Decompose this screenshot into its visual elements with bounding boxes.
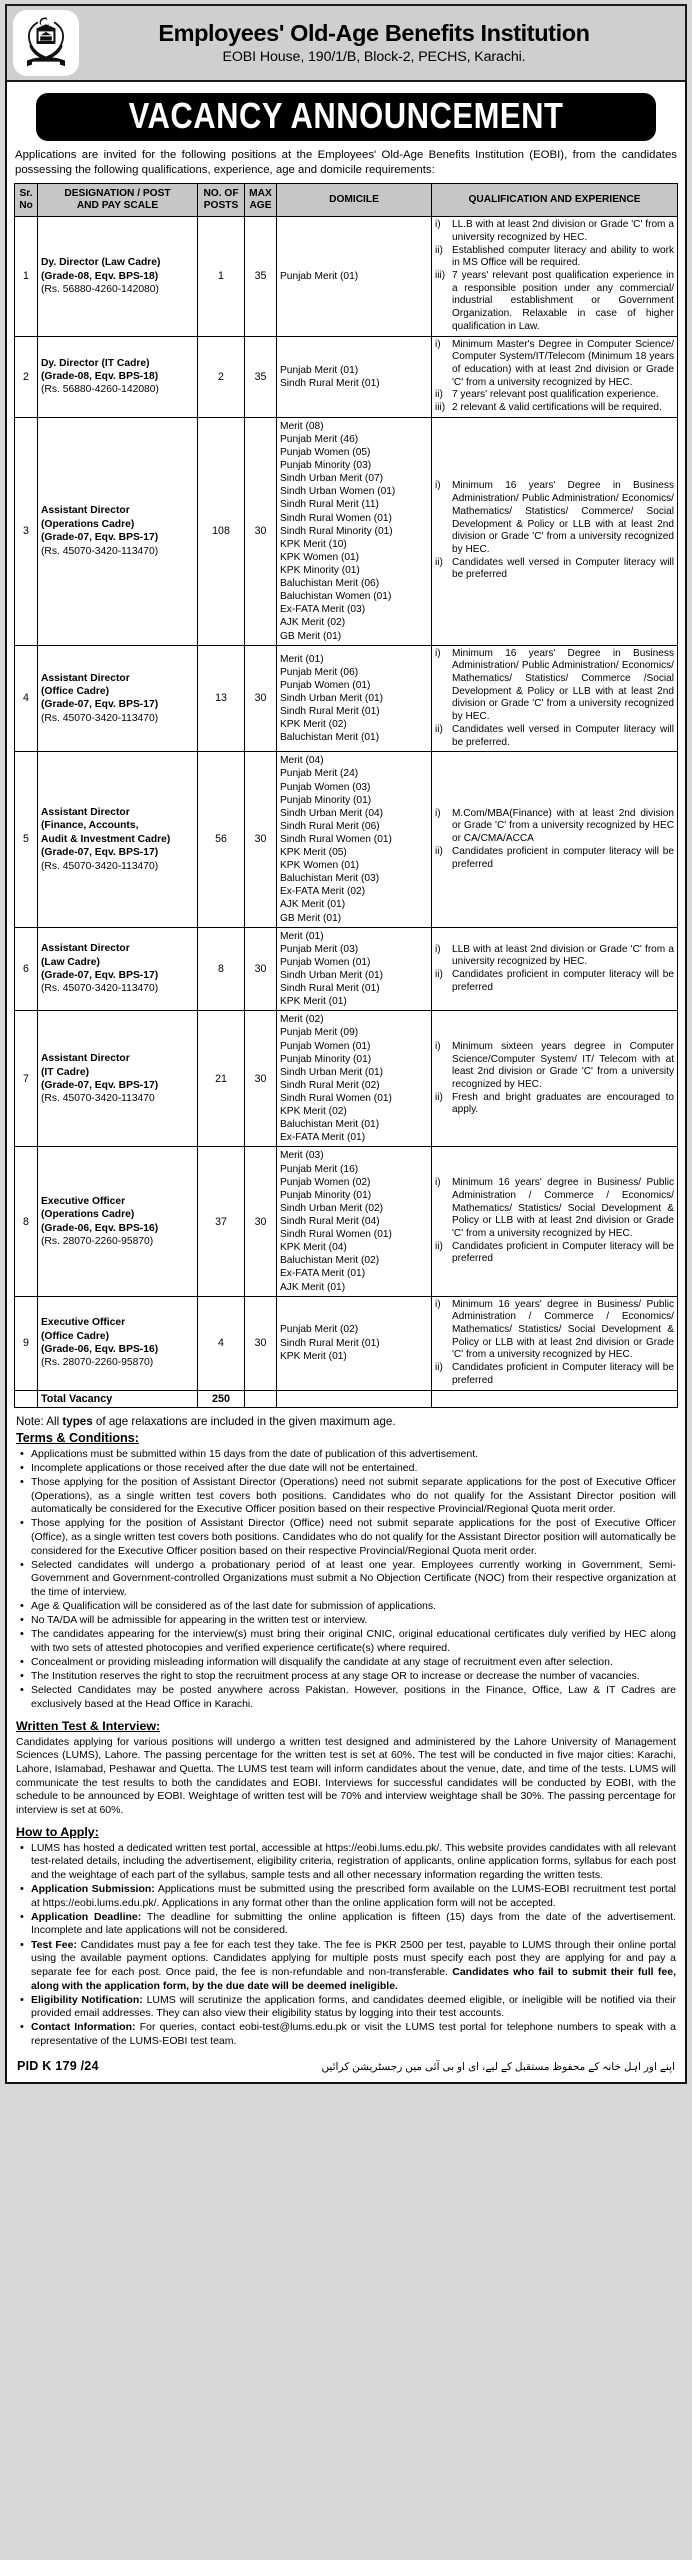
cell-qualification [432, 927, 678, 1011]
cell-domicile: Punjab Merit (01) Sindh Rural Merit (01) [277, 336, 432, 417]
qualification-marker: ii) [435, 556, 443, 568]
how-to-apply-heading: How to Apply: [16, 1824, 99, 1839]
qualification-marker: ii) [435, 244, 443, 256]
qualification-marker: i) [435, 338, 441, 350]
cell-max-age: 35 [245, 217, 277, 336]
banner-title: VACANCY ANNOUNCEMENT [128, 94, 564, 137]
terms-item: • Concealment or providing misleading information will disqualify the candidate at any stage of recruitment even after selection. [16, 1656, 678, 1670]
cell-no-of-posts: 108 [198, 417, 245, 645]
organization-name: Employees' Old-Age Benefits Institution [158, 20, 590, 47]
cell-max-age: 30 [245, 1296, 277, 1390]
cell-max-age: 30 [245, 645, 277, 752]
how-to-apply-item-label: Contact Information: [31, 2021, 136, 2034]
qualification-marker: i) [435, 480, 441, 492]
cell-qualification [432, 1011, 678, 1147]
content-sheet [5, 82, 687, 2084]
terms-item: • Those applying for the position of Assistant Director (Operations) need not submit separate applications for the post of Executive Officer (Operations), as a single written test covers both positions. Candidates who do not qualify for the Assistant Director position will automatically be considered for the Executive Officer position based on their respective Provincial/Regional Quota merit order. [16, 1476, 678, 1517]
qualification-item: ii) Candidates proficient in computer literacy will be preferred [435, 969, 674, 993]
how-to-apply-item: • Eligibility Notification: LUMS will scrutinize the application forms, and candidates deemed eligible, or ineligible will be notified via their provided email addresses. They can also view their eligibility status by logging into their test accounts. [16, 1994, 678, 2021]
how-to-apply-item-label: Eligibility Notification: [31, 1993, 143, 2006]
qualification-item: ii) Candidates proficient in Computer literacy will be preferred [435, 1362, 674, 1386]
cell-max-age: 30 [245, 417, 277, 645]
how-to-apply-item: • Application Submission: Applications must be submitted using the prescribed form available on the LUMS-EOBI recruitment test portal at https://eobi.lums.edu.pk/. Applications in any format other than the online application form will not be accepted. [16, 1883, 678, 1910]
qualification-item: i) M.Com/MBA(Finance) with at least 2nd division or Grade 'C' from a university recognized by HEC or CA/CMA/ACCA [435, 807, 674, 845]
table-header-row [15, 184, 678, 217]
qualification-marker: i) [435, 807, 441, 819]
cell-qualification [432, 1147, 678, 1296]
qualification-marker: iii) [435, 402, 446, 414]
col-header-sr-line2: No [19, 200, 33, 212]
cell-domicile: Merit (02) Punjab Merit (09) Punjab Women (01) Punjab Minority (01) Sindh Urban Merit (01) Sindh Rural Merit (02) Sindh Rural Women (01) KPK Merit (02) Baluchistan Merit (01) Ex-FATA Merit (01) [277, 1011, 432, 1147]
how-to-apply-item-label: Application Submission: [31, 1883, 155, 1896]
cell-designation: Assistant Director (Finance, Accounts, Audit & Investment Cadre) (Grade-07, Eqv. BPS-17) (Rs. 45070-3420-113470) [38, 752, 198, 927]
cell-domicile: Merit (04) Punjab Merit (24) Punjab Women (03) Punjab Minority (01) Sindh Urban Merit (04) Sindh Rural Merit (06) Sindh Rural Women (01) KPK Merit (05) KPK Women (01) Baluchistan Merit (03) Ex-FATA Merit (02) AJK Merit (01) GB Merit (01) [277, 752, 432, 927]
how-to-apply-item-label: Application Deadline: [31, 1910, 142, 1923]
cell-sr-no: 6 [15, 927, 38, 1011]
qualification-marker: ii) [435, 723, 443, 735]
col-header-designation-line2: AND PAY SCALE [76, 200, 159, 212]
pid-number: PID K 179 /24 [17, 2058, 99, 2073]
cell-domicile: Punjab Merit (01) [277, 217, 432, 336]
qualification-marker: i) [435, 219, 441, 231]
written-test-heading: Written Test & Interview: [16, 1718, 161, 1733]
col-header-designation [38, 184, 198, 217]
cell-no-of-posts: 2 [198, 336, 245, 417]
qualification-list [435, 648, 674, 750]
qualification-item: ii) Candidates proficient in computer literacy will be preferred [435, 845, 674, 870]
qualification-marker: ii) [435, 389, 443, 401]
terms-item: • Selected candidates will undergo a probationary period of at least one year. Employees currently working in Government, Semi-Government and Government-controlled Organizations must submit a No Objection Certificate (NOC) from their respective organization at the time of interview. [16, 1559, 678, 1600]
qualification-marker: i) [435, 1040, 441, 1052]
qualification-list [435, 808, 674, 872]
col-header-sr-no [15, 184, 38, 217]
qualification-item: ii) 7 years' relevant post qualification experience. [435, 389, 659, 401]
qualification-item: i) LL.B with at least 2nd division or Grade 'C' from a university recognized by HEC. [435, 219, 674, 243]
col-header-designation-line1: DESIGNATION / POST [64, 188, 171, 200]
qualification-marker: ii) [435, 969, 443, 981]
qualification-item: ii) Candidates well versed in Computer literacy will be preferred. [435, 723, 674, 748]
organization-address: EOBI House, 190/1/B, Block-2, PECHS, Karachi. [222, 48, 526, 65]
qualification-list [435, 1177, 674, 1266]
cell-no-of-posts: 13 [198, 645, 245, 752]
cell-max-age: 30 [245, 752, 277, 927]
cell-no-of-posts: 56 [198, 752, 245, 927]
qualification-list [435, 480, 674, 582]
qualification-item: iii) 2 relevant & valid certifications will be required. [435, 402, 662, 414]
cell-sr-no: 4 [15, 645, 38, 752]
col-header-sr-line1: Sr. [19, 188, 33, 200]
how-to-apply-item: • Test Fee: Candidates must pay a fee for each test they take. The fee is PKR 2500 per test, payable to LUMS through their online portal using the available payment options. Candidates applying for multiple posts must specify each post they are applying for and pay a separate fee for each post. Once paid, the fee is non-refundable and non-transferable. Candidates who fail to submit their full fee, along with the application form, by the due date will be deemed ineligible. [16, 1939, 678, 1994]
cell-domicile: Merit (03) Punjab Merit (16) Punjab Women (02) Punjab Minority (01) Sindh Urban Merit (02) Sindh Rural Merit (04) Sindh Rural Women (01) KPK Merit (04) Baluchistan Merit (02) Ex-FATA Merit (01) AJK Merit (01) [277, 1147, 432, 1296]
total-qual-cell [432, 1390, 678, 1407]
cell-qualification [432, 417, 678, 645]
note-prefix: Note: All [16, 1414, 63, 1428]
qualification-item: ii) Candidates well versed in Computer literacy will be preferred [435, 556, 674, 581]
cell-qualification [432, 217, 678, 336]
table-row [15, 1011, 678, 1147]
terms-item: • Those applying for the position of Assistant Director (Office) need not submit separate applications for the post of Executive Officer (Office), as a single written test covers both positions. Candidates who do not qualify for the Assistant Director position will automatically be considered for the Executive Officer position based on their respective Provincial/Regional Quota merit order. [16, 1517, 678, 1558]
qualification-marker: ii) [435, 1362, 443, 1374]
col-header-max-age [245, 184, 277, 217]
qualification-item: ii) Candidates proficient in Computer literacy will be preferred [435, 1240, 674, 1265]
qualification-item: i) Minimum 16 years' Degree in Business Administration/ Public Administration/ Economics/ Mathematics/ Statistics/ Commerce/ Social Development & Policy or LLB with at least 2nd division or Grade 'C' from a university recognized by HEC. [435, 480, 674, 555]
total-value: 250 [198, 1390, 245, 1407]
masthead [5, 4, 687, 82]
qualification-item: i) LLB with at least 2nd division or Grade 'C' from a university recognized by HEC. [435, 943, 674, 968]
qualification-item: iii) 7 years' relevant post qualification experience in a responsible position under any commercial/ industrial establishment or Government Organization. Relaxable in case of higher qualification in Law. [435, 270, 674, 332]
cell-domicile: Merit (01) Punjab Merit (06) Punjab Women (01) Sindh Urban Merit (01) Sindh Rural Merit (01) KPK Merit (02) Baluchistan Merit (01) [277, 645, 432, 752]
cell-qualification [432, 752, 678, 927]
cell-no-of-posts: 8 [198, 927, 245, 1011]
qualification-list [435, 1041, 674, 1117]
qualification-marker: ii) [435, 1240, 443, 1252]
total-label: Total Vacancy [38, 1390, 198, 1407]
cell-domicile: Merit (01) Punjab Merit (03) Punjab Women (01) Sindh Urban Merit (01) Sindh Rural Merit (01) KPK Merit (01) [277, 927, 432, 1011]
cell-sr-no: 2 [15, 336, 38, 417]
qualification-list [435, 944, 674, 995]
qualification-item: i) Minimum 16 years' Degree in Business Administration/ Public Administration/ Economics/ Mathematics/ Statistics/ Commerce /Social Development & Policy or LLB with at least 2nd division or Grade 'C' from a university recognized by HEC. [435, 647, 674, 723]
total-age-cell [245, 1390, 277, 1407]
terms-conditions-list [16, 1448, 678, 1712]
qualification-marker: ii) [435, 845, 443, 857]
qualification-marker: i) [435, 1177, 441, 1189]
cell-designation: Dy. Director (Law Cadre) (Grade-08, Eqv. BPS-18) (Rs. 56880-4260-142080) [38, 217, 198, 336]
cell-max-age: 30 [245, 1147, 277, 1296]
qualification-item: i) Minimum Master's Degree in Computer Science/ Computer System/IT/Telecom (Minimum 18 years of education) with at least 2nd division or Grade 'C' from a university recognized by HEC. [435, 338, 674, 388]
cell-no-of-posts: 4 [198, 1296, 245, 1390]
cell-sr-no: 8 [15, 1147, 38, 1296]
table-row [15, 927, 678, 1011]
qualification-marker: ii) [435, 1091, 443, 1103]
qualification-marker: i) [435, 1298, 441, 1310]
col-header-posts-line2: POSTS [203, 200, 239, 212]
qualification-list [435, 219, 674, 333]
terms-item: • No TA/DA will be admissible for appearing in the written test or interview. [16, 1614, 678, 1628]
qualification-item: i) Minimum sixteen years degree in Computer Science/Computer System/ IT/ Telecom with at least 2nd division or Grade 'C' from a university recognized by HEC. [435, 1040, 674, 1090]
vacancy-table-body [15, 217, 678, 1390]
cell-max-age: 35 [245, 336, 277, 417]
intro-paragraph: Applications are invited for the following positions at the Employees' Old-Age Benefits Institution (EOBI), from the candidates possessing the following qualifications, experience, age and domicile requirements: [15, 149, 677, 176]
cell-no-of-posts: 1 [198, 217, 245, 336]
cell-sr-no: 1 [15, 217, 38, 336]
cell-sr-no: 7 [15, 1011, 38, 1147]
terms-item: • Applications must be submitted within 15 days from the date of publication of this advertisement. [16, 1448, 678, 1462]
terms-item: • Incomplete applications or those received after the due date will not be entertained. [16, 1462, 678, 1476]
cell-sr-no: 5 [15, 752, 38, 927]
cell-designation: Assistant Director (Operations Cadre) (Grade-07, Eqv. BPS-17) (Rs. 45070-3420-113470) [38, 417, 198, 645]
table-row [15, 645, 678, 752]
cell-max-age: 30 [245, 927, 277, 1011]
cell-designation: Dy. Director (IT Cadre) (Grade-08, Eqv. BPS-18) (Rs. 56880-4260-142080) [38, 336, 198, 417]
col-header-posts-line1: NO. OF [203, 188, 239, 200]
table-row [15, 752, 678, 927]
cell-sr-no: 3 [15, 417, 38, 645]
qualification-item: ii) Fresh and bright graduates are encouraged to apply. [435, 1091, 674, 1116]
col-header-age-line1: MAX [249, 188, 272, 200]
vacancy-table [14, 183, 678, 1407]
qualification-marker: i) [435, 943, 441, 955]
qualification-list [435, 339, 674, 415]
table-row [15, 1296, 678, 1390]
qualification-item: i) Minimum 16 years' degree in Business/ Public Administration / Commerce / Economics/ Mathematics/ Statistics/ Social Development & Policy or LLB with at least 2nd division or Grade 'C' from a university recognized by HEC. [435, 1298, 674, 1361]
how-to-apply-item: • LUMS has hosted a dedicated written test portal, accessible at https://eobi.lums.edu.pk/. This website provides candidates with all relevant test-related details, including the advertisement, eligibility criteria, registration of applicants, online application forms, syllabus for each post and the weightage of each part of the syllabus, sample tests and all other necessary information regarding the written tests. [16, 1842, 678, 1883]
total-sr-cell [15, 1390, 38, 1407]
written-test-body: Candidates applying for various positions will undergo a written test designed and administered by the Lahore University of Management Sciences (LUMS), Lahore. The passing percentage for the written test is set at 60%. The test will be conducted in five major cities: Karachi, Lahore, Islamabad, Peshawar and Quetta. The LUMS test team will inform candidates about the venue, date, and time of the tests. LUMS will communicate the test results to both the candidates and EOBI. Interviews for successful candidates will be conducted by EOBI, with the schedule to be announced by EOBI. Weightage of written test will be 70% and interview weightage shall be 30%. The passing percentage for interview is set at 60%. [16, 1735, 676, 1816]
table-row [15, 336, 678, 417]
terms-conditions-heading: Terms & Conditions: [16, 1430, 139, 1445]
how-to-apply-item-label: Test Fee: [31, 1938, 77, 1951]
qualification-marker: i) [435, 647, 441, 659]
col-header-age-line2: AGE [249, 200, 272, 212]
cell-designation: Executive Officer (Operations Cadre) (Grade-06, Eqv. BPS-16) (Rs. 28070-2260-95870) [38, 1147, 198, 1296]
cell-no-of-posts: 21 [198, 1011, 245, 1147]
qualification-item: i) Minimum 16 years' degree in Business/ Public Administration / Commerce / Economics/ Mathematics/ Statistics/ Social Development & Policy or LLB with at least 2nd division or Grade 'C' from a university recognized by HEC. [435, 1177, 674, 1239]
cell-domicile: Punjab Merit (02) Sindh Rural Merit (01) KPK Merit (01) [277, 1296, 432, 1390]
cell-qualification [432, 645, 678, 752]
cell-no-of-posts: 37 [198, 1147, 245, 1296]
terms-item: • Age & Qualification will be considered as of the last date for submission of applications. [16, 1600, 678, 1614]
col-header-no-of-posts [198, 184, 245, 217]
vacancy-announcement-banner [36, 93, 656, 141]
urdu-tagline: اپنے اور اہل خانہ کے محفوظ مستقبل کے لیے، ای او بی آئی میں رجسٹریشن کرائیں [321, 2060, 675, 2073]
cell-designation: Assistant Director (Office Cadre) (Grade-07, Eqv. BPS-17) (Rs. 45070-3420-113470) [38, 645, 198, 752]
note-bold: types [62, 1414, 93, 1428]
table-row [15, 417, 678, 645]
qualification-marker: iii) [435, 270, 446, 282]
how-to-apply-item-emphasis: Candidates who fail to submit their full fee, along with the application form, by the due date will be deemed ineligible. [31, 1965, 676, 1992]
terms-item: • The candidates appearing for the interview(s) must bring their original CNIC, original educational certificates duly verified by HEC along with two sets of attested photocopies and verified experience certificate(s) where required. [16, 1628, 678, 1655]
how-to-apply-item: • Contact Information: For queries, contact eobi-test@lums.edu.pk or visit the LUMS test portal for telephone numbers to speak with a representative of the LUMS-EOBI test team. [16, 2021, 678, 2048]
page-footer [14, 2057, 678, 2076]
table-total-row [15, 1390, 678, 1407]
table-row [15, 217, 678, 336]
cell-designation: Assistant Director (Law Cadre) (Grade-07, Eqv. BPS-17) (Rs. 45070-3420-113470) [38, 927, 198, 1011]
cell-sr-no: 9 [15, 1296, 38, 1390]
col-header-domicile: DOMICILE [277, 184, 432, 217]
age-relaxation-note [16, 1415, 676, 1428]
cell-designation: Assistant Director (IT Cadre) (Grade-07, Eqv. BPS-17) (Rs. 45070-3420-113470 [38, 1011, 198, 1147]
qualification-list [435, 1299, 674, 1388]
note-suffix: of age relaxations are included in the given maximum age. [92, 1414, 396, 1428]
cell-qualification [432, 336, 678, 417]
cell-designation: Executive Officer (Office Cadre) (Grade-06, Eqv. BPS-16) (Rs. 28070-2260-95870) [38, 1296, 198, 1390]
qualification-item: ii) Established computer literacy and ability to work in MS Office will be required. [435, 244, 674, 269]
cell-max-age: 30 [245, 1011, 277, 1147]
terms-item: • Selected Candidates may be posted anywhere across Pakistan. However, positions in the Finance, Office, Law & IT Cadres are exclusively based at the Head Office in Karachi. [16, 1684, 678, 1711]
cell-domicile: Merit (08) Punjab Merit (46) Punjab Women (05) Punjab Minority (03) Sindh Urban Merit (07) Sindh Urban Women (01) Sindh Rural Merit (11) Sindh Rural Women (01) Sindh Rural Minority (01) KPK Merit (10) KPK Women (01) KPK Minority (01) Baluchistan Merit (06) Baluchistan Women (01) Ex-FATA Merit (03) AJK Merit (02) GB Merit (01) [277, 417, 432, 645]
eobi-state-emblem-logo [13, 10, 79, 76]
how-to-apply-item: • Application Deadline: The deadline for submitting the online application is fifteen (15) days from the date of the advertisement. Incomplete and late applications will not be considered. [16, 1911, 678, 1938]
terms-item: • The Institution reserves the right to stop the recruitment process at any stage OR to increase or decrease the number of vacancies. [16, 1670, 678, 1684]
table-row [15, 1147, 678, 1296]
cell-qualification [432, 1296, 678, 1390]
how-to-apply-list [16, 1842, 678, 2049]
total-domicile-cell [277, 1390, 432, 1407]
col-header-qualification: QUALIFICATION AND EXPERIENCE [432, 184, 678, 217]
